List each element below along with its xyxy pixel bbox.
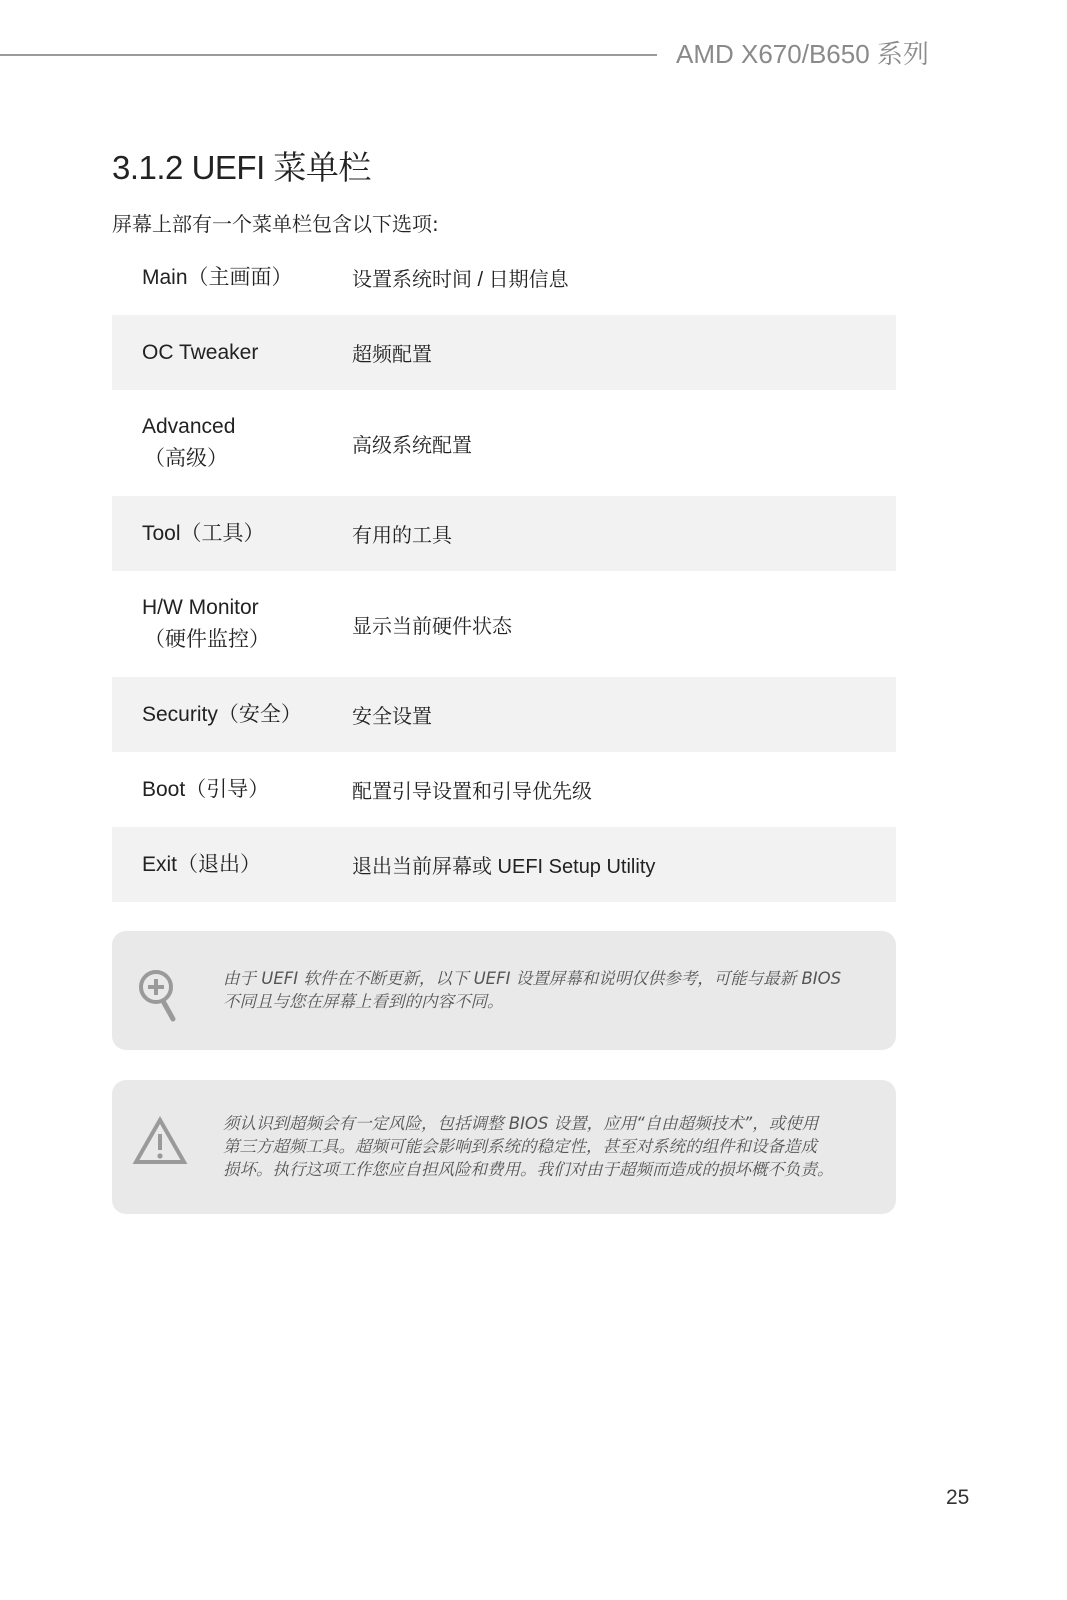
info-note-line: 不同且与您在屏幕上看到的内容不同。 bbox=[223, 992, 504, 1011]
menu-item-name: Security（安全） bbox=[142, 702, 302, 726]
menu-row-advanced bbox=[112, 390, 896, 496]
menu-item-name-line1: Advanced bbox=[142, 415, 236, 438]
menu-item-name: Exit（退出） bbox=[142, 852, 262, 876]
menu-row-security bbox=[112, 677, 896, 752]
warning-note-line: 第三方超频工具。超频可能会影响到系统的稳定性，甚至对系统的组件和设备造成 bbox=[223, 1137, 817, 1156]
section-intro: 屏幕上部有一个菜单栏包含以下选项: bbox=[112, 212, 439, 236]
menu-row-boot bbox=[112, 752, 896, 827]
menu-item-name-line2: （高级） bbox=[144, 447, 228, 470]
menu-item-name: OC Tweaker bbox=[142, 340, 259, 364]
section-title: 3.1.2 UEFI 菜单栏 bbox=[112, 149, 371, 186]
menu-item-desc: 安全设置 bbox=[352, 706, 432, 728]
menu-row-hw-monitor bbox=[112, 571, 896, 677]
menu-item-desc: 配置引导设置和引导优先级 bbox=[352, 781, 592, 803]
info-note-text bbox=[223, 967, 856, 1013]
page-number: 25 bbox=[946, 1486, 970, 1509]
warning-note-text bbox=[223, 1112, 856, 1181]
menu-item-desc: 有用的工具 bbox=[352, 525, 452, 547]
menu-item-desc: 超频配置 bbox=[352, 344, 432, 366]
menu-item-desc: 高级系统配置 bbox=[352, 434, 472, 457]
menu-item-name: Main（主画面） bbox=[142, 265, 293, 289]
warning-triangle-icon bbox=[132, 1116, 188, 1170]
warning-note-line: 须认识到超频会有一定风险，包括调整 BIOS 设置，应用“自由超频技术”，或使用 bbox=[223, 1114, 819, 1133]
menu-item-name: Boot（引导） bbox=[142, 777, 270, 801]
warning-note bbox=[112, 1080, 896, 1214]
menu-item-name bbox=[112, 592, 352, 656]
menu-row-oc-tweaker bbox=[112, 315, 896, 390]
menu-row-exit bbox=[112, 827, 896, 902]
menu-row-main bbox=[112, 240, 896, 315]
info-note-line: 由于 UEFI 软件在不断更新，以下 UEFI 设置屏幕和说明仅供参考，可能与最新 BIOS bbox=[223, 969, 842, 988]
info-note bbox=[112, 931, 896, 1050]
menu-table bbox=[112, 240, 896, 902]
header-title: AMD X670/B650 系列 bbox=[676, 39, 929, 69]
menu-item-name bbox=[112, 411, 352, 475]
menu-item-desc: 显示当前硬件状态 bbox=[352, 615, 512, 638]
menu-row-tool bbox=[112, 496, 896, 571]
menu-item-name-line2: （硬件监控） bbox=[144, 628, 270, 651]
menu-item-desc: 退出当前屏幕或 UEFI Setup Utility bbox=[352, 856, 656, 878]
warning-note-line: 损坏。执行这项工作您应自担风险和费用。我们对由于超频而造成的损坏概不负责。 bbox=[223, 1160, 834, 1179]
menu-item-desc: 设置系统时间 / 日期信息 bbox=[352, 269, 569, 291]
header-rule bbox=[0, 54, 657, 56]
menu-item-name: Tool（工具） bbox=[142, 521, 265, 545]
menu-item-name-line1: H/W Monitor bbox=[142, 596, 259, 619]
magnifier-plus-icon bbox=[132, 965, 182, 1029]
